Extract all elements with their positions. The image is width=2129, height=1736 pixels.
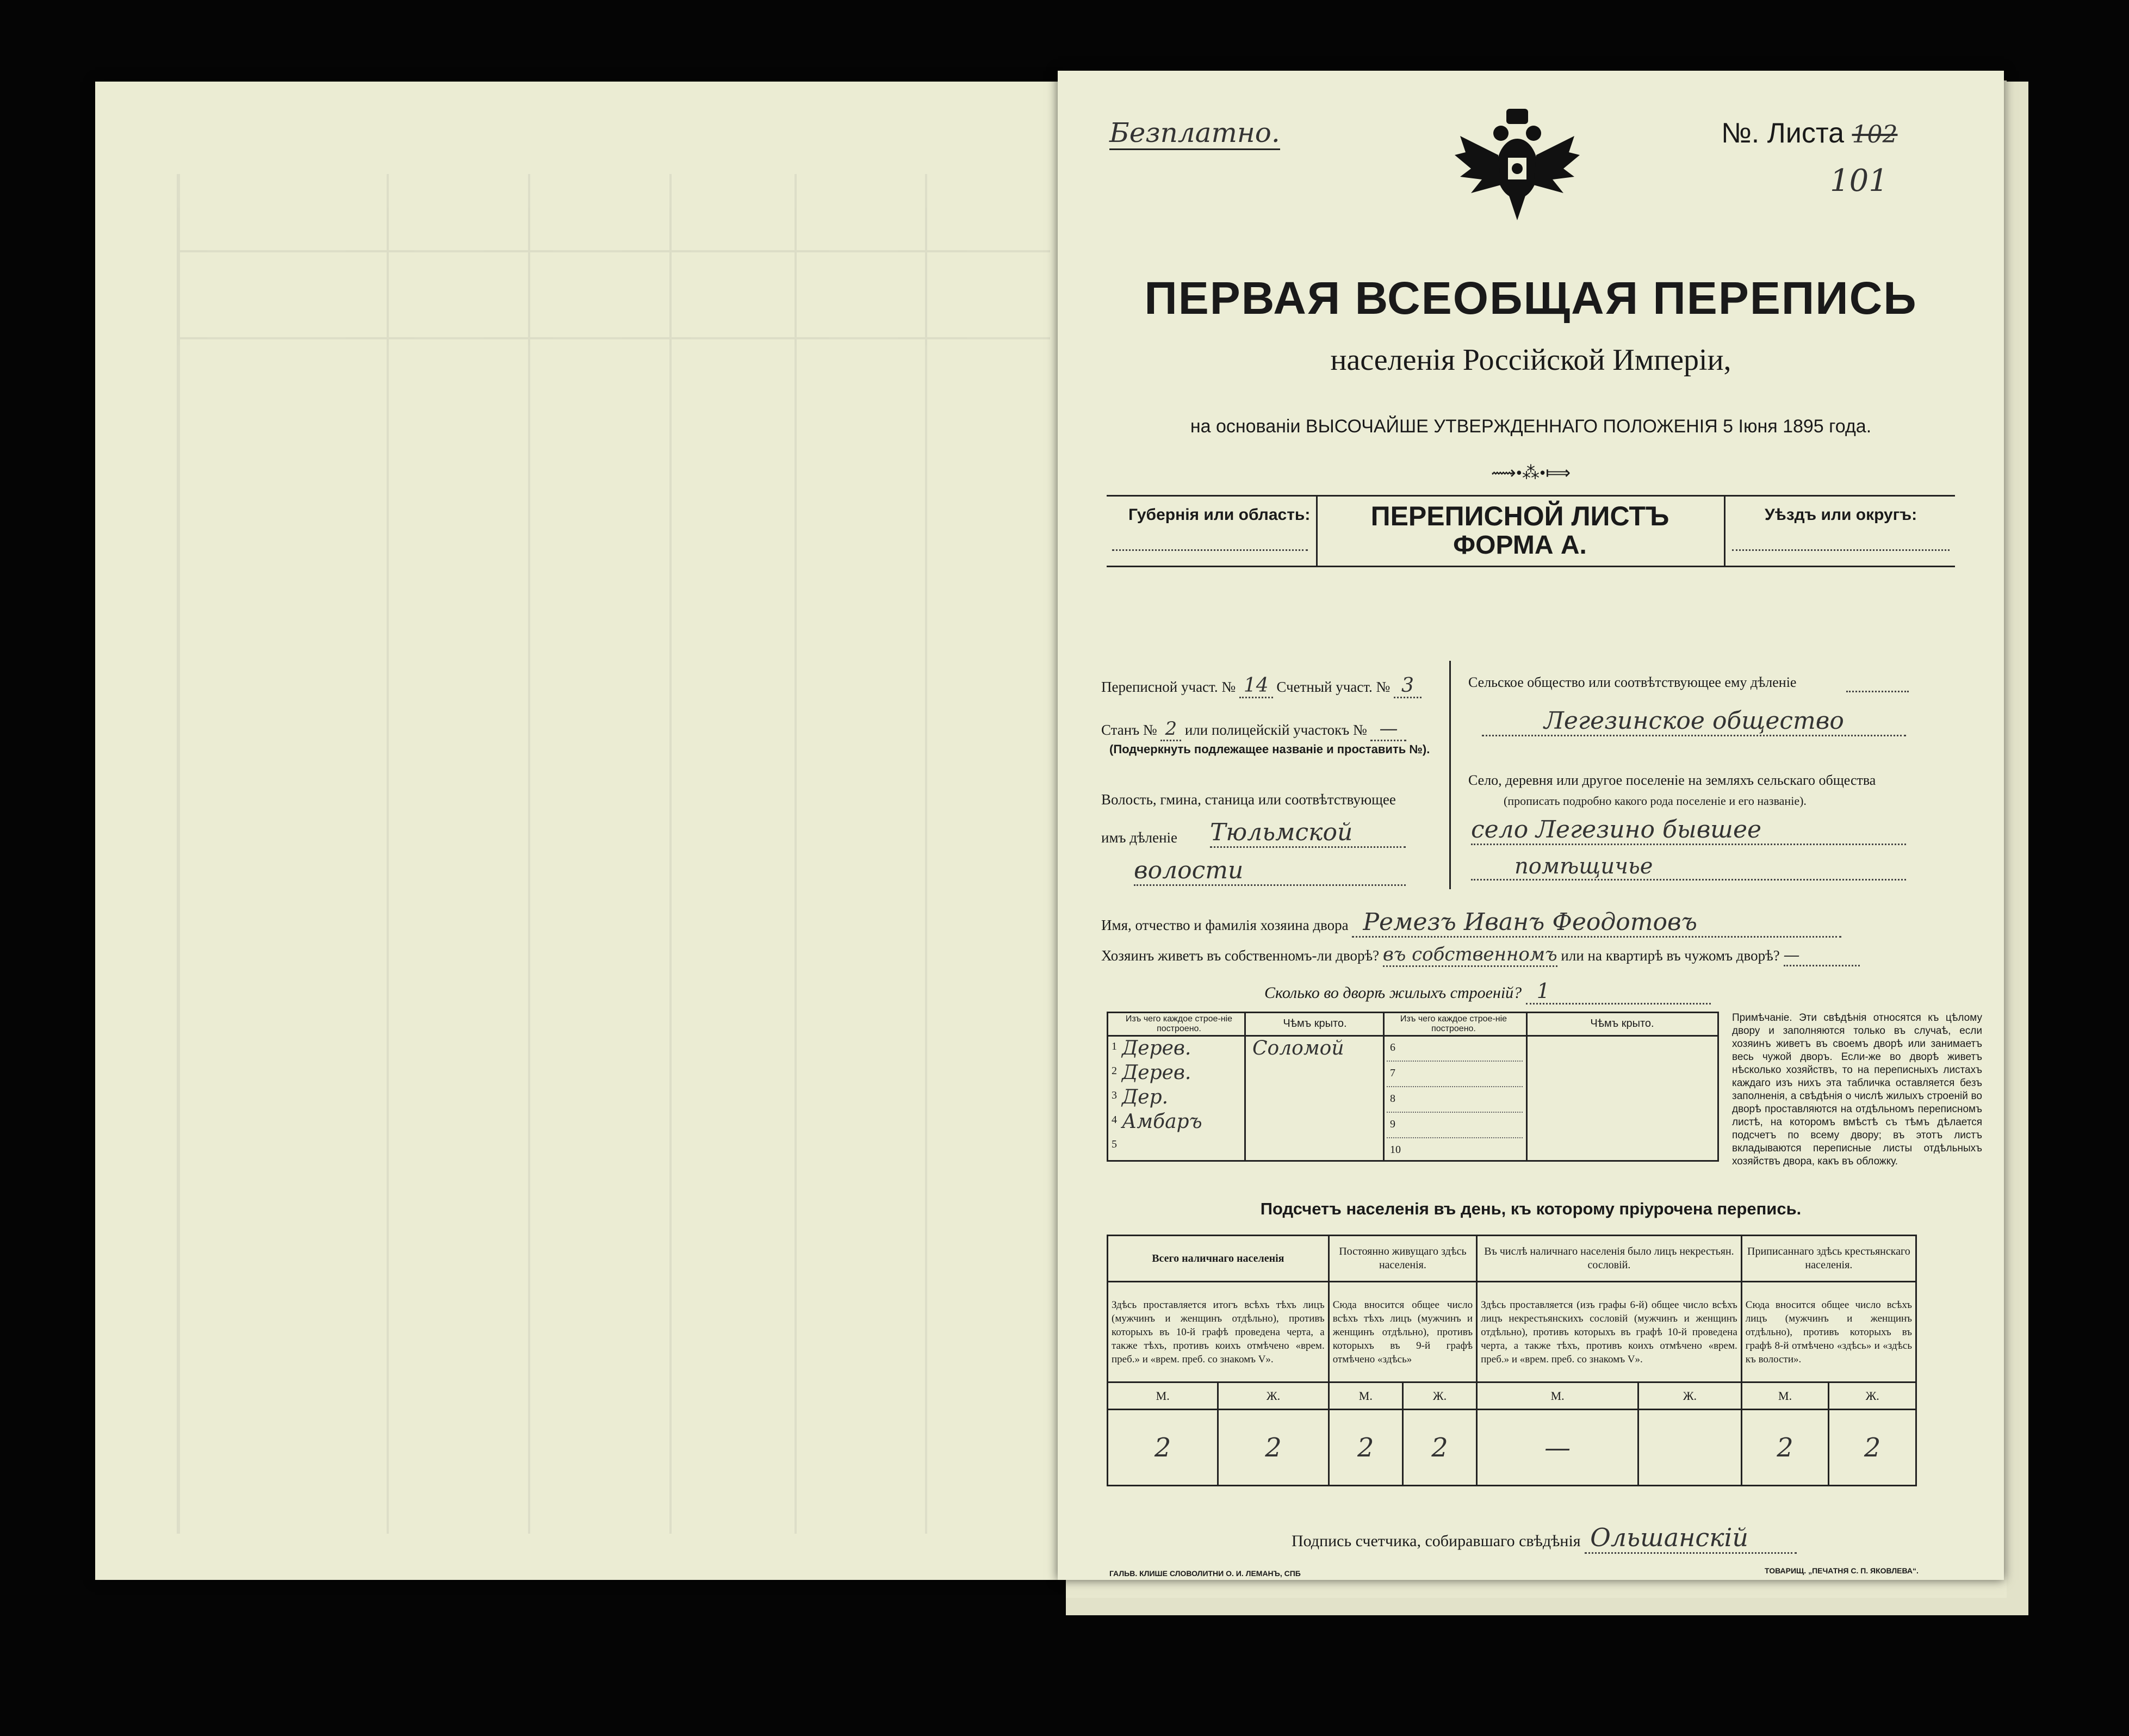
buildings-row: Сколько во дворѣ жилыхъ строеній? 1 (1264, 979, 1711, 1005)
volost-label-1: Волость, гмина, станица или соотвѣтствующее (1101, 791, 1396, 808)
count-permanent-m: 2 (1329, 1410, 1402, 1486)
population-count-table (1107, 1235, 1917, 1486)
table-row: 3 Дер. (1112, 1086, 1169, 1108)
table-row: 6 (1387, 1036, 1523, 1062)
owner-row: Имя, отчество и фамилія хозяина двора Ремезъ Иванъ Феодотовъ (1101, 908, 1841, 938)
table-row: 9 (1387, 1113, 1523, 1138)
table-row: 7 (1387, 1062, 1523, 1087)
sheet-number-label: №. Листа 102 (1721, 117, 1898, 149)
lives-value-2: — (1784, 946, 1860, 966)
sheet-number-written: 101 (1830, 163, 1888, 199)
count-desc-permanent: Сюда вносится общее число всѣхъ тѣхъ лицъ (мужчинъ и женщинъ отдѣльно), противъ которыхъ въ 9-й графѣ отмѣчено «здѣсь» (1329, 1282, 1476, 1382)
count-desc-present: Здѣсь проставляется итогъ всѣхъ тѣхъ лицъ (мужчинъ и женщинъ отдѣльно), противъ которыхъ въ 10-й графѣ проведена черта, а также тѣхъ, противъ коихъ отмѣчено «врем. преб.» и «врем. преб. со знакомъ V». (1108, 1282, 1329, 1382)
table-row: 8 (1387, 1087, 1523, 1113)
stan-row: Станъ № 2 или полицейскій участокъ № — (1101, 718, 1406, 740)
f-label: Ж. (1638, 1382, 1742, 1410)
footer-left: ГАЛЬВ. КЛИШЕ СЛОВОЛИТНИ О. И. ЛЕМАНЪ, СПБ (1109, 1569, 1301, 1578)
count-peasant-m: 2 (1741, 1410, 1829, 1486)
count-present-f: 2 (1218, 1410, 1329, 1486)
society-label: Сельское общество или соотвѣтствующее ему дѣленіе (1468, 674, 1797, 690)
buildings-col-roof-2: Чѣмъ крыто. (1590, 1018, 1654, 1030)
volost-label-2: имъ дѣленіе (1101, 829, 1178, 846)
village-value-1: село Легезино бывшее (1471, 816, 1906, 845)
volost-value-1: Тюльмской (1210, 819, 1406, 848)
census-form-page (1058, 71, 2004, 1580)
volost-value-2: волости (1134, 857, 1406, 886)
bleed-through-ghost (177, 174, 1050, 1534)
stan-note: (Подчеркнуть подлежащее названіе и проставить №). (1109, 742, 1430, 756)
uezd-label: Уѣздъ или округъ: (1765, 506, 1917, 524)
buildings-rows-left (1108, 1036, 1383, 1158)
table-row: 1 Дерев. Соломой (1112, 1037, 1344, 1059)
sheet-number-crossed: 102 (1852, 121, 1898, 148)
gubernia-label: Губернія или область: (1128, 506, 1311, 524)
m-label: М. (1108, 1382, 1218, 1410)
police-value: — (1370, 718, 1406, 741)
free-label: Безплатно. (1109, 117, 1280, 150)
buildings-col-material-2: Изъ чего каждое строе-ніе построено. (1400, 1014, 1507, 1033)
uchastok-value: 14 (1239, 674, 1273, 698)
lives-row: Хозяинъ живетъ въ собственномъ-ли дворѣ? въ собственномъ или на квартирѣ въ чужомъ дворѣ? — (1101, 944, 1860, 966)
village-value-2: помѣщичье (1471, 854, 1906, 881)
village-label: Село, деревня или другое поселеніе на земляхъ сельскаго общества (1468, 772, 1876, 788)
page-subtitle: населенія Россійской Имперіи, (1330, 343, 1731, 377)
note-text: Примѣчаніе. Эти свѣдѣнія относятся къ цѣлому двору и заполняются только въ случаѣ, если хозяинъ живетъ въ своемъ дворѣ или занимаетъ весь чужой дворъ. Если-же во дворѣ живетъ нѣсколько хозяйствъ, то на переписныхъ листахъ каждаго изъ нихъ эта табличка оставляется безъ заполненія, а свѣдѣнія о числѣ жилыхъ строеній во дворѣ проставляются на отдѣльномъ переписномъ листѣ, на которомъ вмѣстѣ съ тѣмъ дѣлается подсчетъ по всему двору; въ этотъ листъ вкладываются переписные листы отдѣльныхъ хозяйствъ двора, какъ въ обложку. (1732, 1012, 1982, 1167)
count-title: Подсчетъ населенія въ день, къ которому пріурочена перепись. (1260, 1199, 1802, 1218)
table-row: 5 (1112, 1138, 1117, 1150)
page-title: ПЕРВАЯ ВСЕОБЩАЯ ПЕРЕПИСЬ (1144, 272, 1917, 324)
count-head-permanent: Постоянно живущаго здѣсь населенія. (1329, 1236, 1476, 1282)
count-peasant-f: 2 (1829, 1410, 1916, 1486)
village-note: (прописать подробно какого рода поселеніе и его названіе). (1504, 794, 1807, 808)
basis-line: на основаніи ВЫСОЧАЙШЕ УТВЕРЖДЕННАГО ПОЛОЖЕНІЯ 5 Іюня 1895 года. (1190, 416, 1872, 437)
m-label: М. (1329, 1382, 1402, 1410)
count-head-nonpeasant: Въ числѣ наличнаго населенія было лицъ некрестьян. сословій. (1477, 1236, 1742, 1282)
count-nonpeasant-m: — (1477, 1410, 1638, 1486)
buildings-col-material: Изъ чего каждое строе-ніе построено. (1125, 1014, 1233, 1033)
form-title: ПЕРЕПИСНОЙ ЛИСТЪ (1370, 501, 1669, 531)
buildings-col-roof: Чѣмъ крыто. (1283, 1018, 1347, 1030)
ornament-divider: ⟿•⁂•⟾ (1491, 463, 1571, 482)
owner-value: Ремезъ Иванъ Феодотовъ (1352, 908, 1841, 938)
table-row: 4 Амбаръ (1112, 1111, 1202, 1133)
society-value: Легезинское общество (1482, 707, 1906, 736)
count-desc-peasant: Сюда вносится общее число всѣхъ лицъ (мужчинъ и женщинъ отдѣльно), противъ которыхъ въ графѣ 8-й отмѣчено «здѣсь» и «здѣсь къ волости». (1741, 1282, 1916, 1382)
count-desc-nonpeasant: Здѣсь проставляется (изъ графы 6-й) общее число всѣхъ лицъ некрестьянскихъ сословій (мужчинъ и женщинъ отдѣльно), противъ которыхъ въ графѣ 10-й проведена черта, а также тѣхъ, противъ коихъ отмѣчено «врем. преб.» и «врем. преб. со знакомъ V». (1477, 1282, 1742, 1382)
count-permanent-f: 2 (1402, 1410, 1476, 1486)
count-nonpeasant-f (1638, 1410, 1742, 1486)
footer-right: ТОВАРИЩ. „ПЕЧАТНЯ С. П. ЯКОВЛЕВА“. (1765, 1566, 1919, 1575)
buildings-value: 1 (1526, 979, 1711, 1005)
count-present-m: 2 (1108, 1410, 1218, 1486)
buildings-rows-right (1387, 1036, 1523, 1163)
stan-value: 2 (1160, 718, 1181, 741)
left-page (95, 82, 1063, 1580)
form-name: ФОРМА А. (1453, 531, 1587, 560)
counter-signature: Ольшанскій (1585, 1523, 1797, 1554)
schet-value: 3 (1394, 674, 1422, 698)
table-row: 2 Дерев. (1112, 1062, 1191, 1084)
f-label: Ж. (1218, 1382, 1329, 1410)
uchastok-row: Переписной участ. № 14 Счетный участ. № 3 (1101, 674, 1422, 697)
count-head-peasant: Приписаннаго здѣсь крестьянскаго населенія. (1741, 1236, 1916, 1282)
lives-value: въ собственномъ (1383, 944, 1557, 967)
f-label: Ж. (1829, 1382, 1916, 1410)
table-row: 10 (1390, 1144, 1401, 1156)
signature-row: Подпись счетчика, собиравшаго свѣдѣнія Ольшанскій (1292, 1523, 1797, 1554)
m-label: М. (1741, 1382, 1829, 1410)
double-headed-eagle-emblem (1449, 103, 1585, 228)
f-label: Ж. (1402, 1382, 1476, 1410)
m-label: М. (1477, 1382, 1638, 1410)
count-head-present: Всего наличнаго населенія (1108, 1236, 1329, 1282)
buildings-table (1107, 1012, 1719, 1162)
